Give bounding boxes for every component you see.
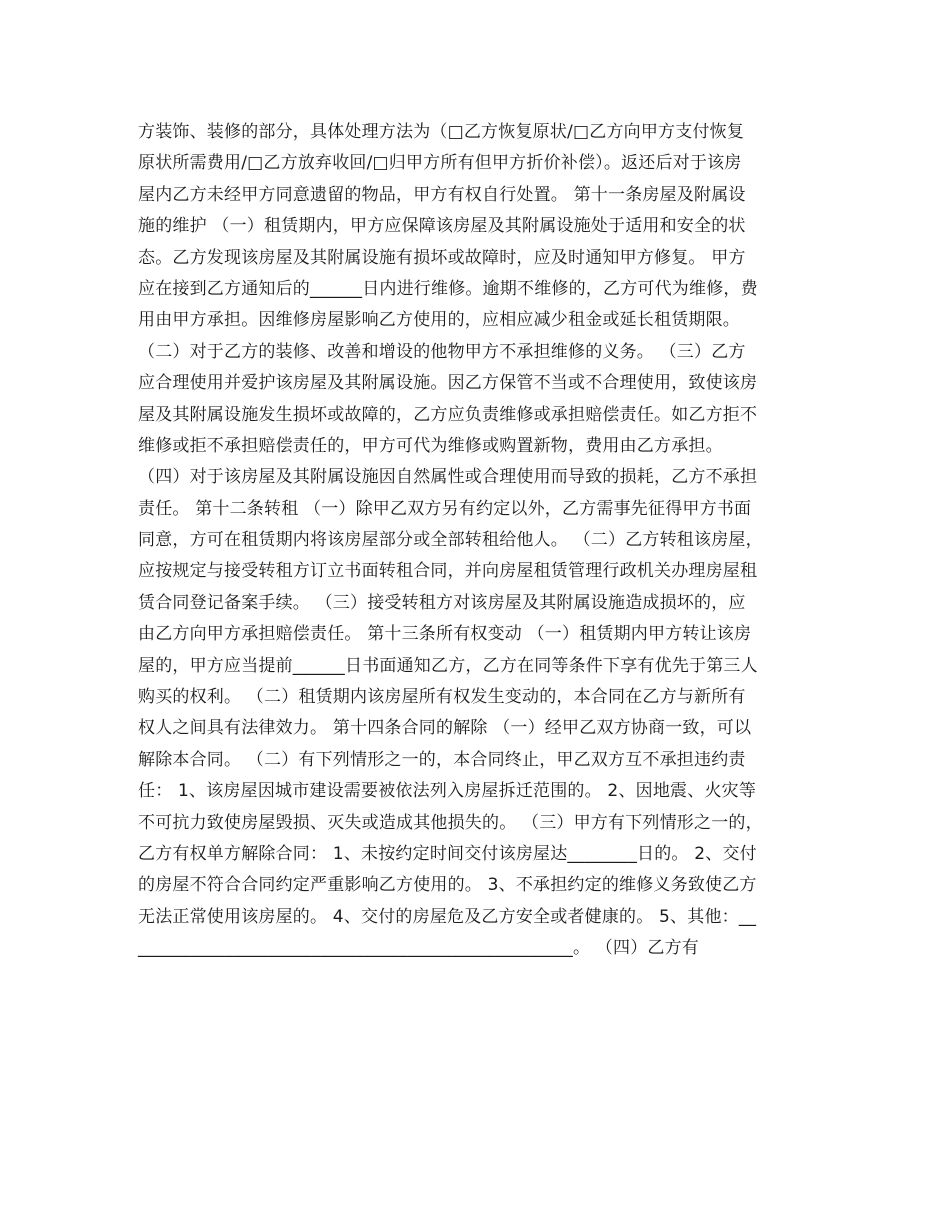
text-line: （二）对于乙方的装修、改善和增设的他物甲方不承担维修的义务。 （三）乙方: [138, 341, 746, 362]
text-line: 态。乙方发现该房屋及其附属设施有损坏或故障时，应及时通知甲方修复。 甲方: [138, 247, 746, 268]
text-line: 购买的权利。 （二）租赁期内该房屋所有权发生变动的，本合同在乙方与新所有: [138, 687, 746, 708]
text-line: 的房屋不符合合同约定严重影响乙方使用的。 3、不承担约定的维修义务致使乙方: [138, 875, 757, 896]
text-line: 用由甲方承担。因维修房屋影响乙方使用的，应相应减少租金或延长租赁期限。: [138, 310, 740, 331]
text-line: 屋及其附属设施发生损坏或故障的，乙方应负责维修或承担赔偿责任。如乙方拒不: [138, 404, 758, 425]
text-line: 方装饰、装修的部分，具体处理方法为（□乙方恢复原状/□乙方向甲方支付恢复: [138, 122, 745, 142]
text-line: 维修或拒不承担赔偿责任的，甲方可代为维修或购置新物，费用由乙方承担。: [138, 435, 723, 456]
text-line: 解除本合同。 （二）有下列情形之一的，本合同终止，甲乙双方互不承担违约责: [138, 749, 746, 770]
text-line: 由乙方向甲方承担赔偿责任。 第十三条所有权变动 （一）租赁期内甲方转让该房: [138, 624, 752, 645]
text-line: 应按规定与接受转租方订立书面转租合同，并向房屋租赁管理行政机关办理房屋租: [138, 561, 758, 582]
text-line: 权人之间具有法律效力。 第十四条合同的解除 （一）经甲乙双方协商一致，可以: [138, 718, 752, 739]
text-line: 任： 1、该房屋因城市建设需要被依法列入房屋拆迁范围的。 2、因地震、火灾等: [138, 781, 757, 802]
text-line: 原状所需费用/□乙方放弃收回/□归甲方所有但甲方折价补偿）。返还后对于该房: [138, 153, 742, 174]
text-line: 应在接到乙方通知后的______日内进行维修。逾期不维修的，乙方可代为维修，费: [138, 278, 758, 299]
text-line: 屋的，甲方应当提前______日书面通知乙方，乙方在同等条件下享有优先于第三人: [138, 655, 758, 676]
text-line: 同意，方可在租赁期内将该房屋部分或全部转租给他人。 （二）乙方转租该房屋，: [138, 530, 763, 551]
text-line: （四）对于该房屋及其附属设施因自然属性或合理使用而导致的损耗，乙方不承担: [138, 467, 758, 488]
text-line: 屋内乙方未经甲方同意遗留的物品，甲方有权自行处置。 第十一条房屋及附属设: [138, 184, 746, 205]
text-line: 无法正常使用该房屋的。 4、交付的房屋危及乙方安全或者健康的。 5、其他：__: [138, 906, 757, 927]
text-line: 责任。 第十二条转租 （一）除甲乙双方另有约定以外，乙方需事先征得甲方书面: [138, 498, 752, 519]
text-line: 应合理使用并爱护该房屋及其附属设施。因乙方保管不当或不合理使用，致使该房: [138, 373, 758, 394]
text-line: 施的维护 （一）租赁期内，甲方应保障该房屋及其附属设施处于适用和安全的状: [138, 216, 746, 237]
text-line: 赁合同登记备案手续。 （三）接受转租方对该房屋及其附属设施造成损坏的，应: [138, 592, 746, 613]
text-line: __________________________________________________。 （四）乙方有: [138, 938, 700, 959]
text-line: 乙方有权单方解除合同： 1、未按约定时间交付该房屋达________日的。 2、交付: [138, 843, 757, 864]
text-line: 不可抗力致使房屋毁损、灭失或造成其他损失的。 （三）甲方有下列情形之一的，: [138, 812, 763, 833]
contract-body-text: [138, 117, 828, 965]
